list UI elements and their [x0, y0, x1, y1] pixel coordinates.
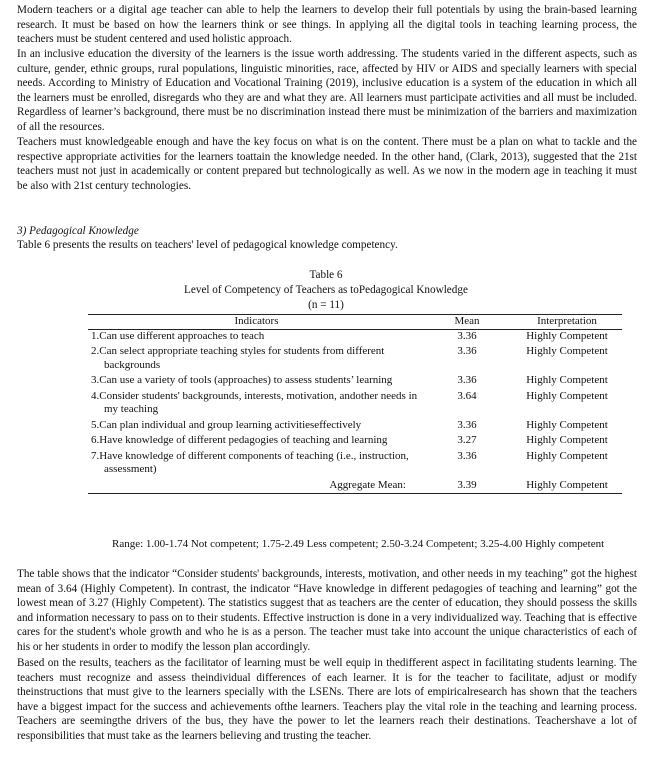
indicator-cell: 2.Can select appropriate teaching styles for students from different backgrounds	[91, 345, 385, 371]
interpretation-cell: Highly Competent	[526, 389, 608, 402]
aggregate-label: Aggregate Mean:	[88, 479, 422, 494]
table-row	[88, 450, 622, 479]
table-row	[88, 345, 622, 374]
section-heading: 3) Pedagogical Knowledge	[17, 225, 139, 237]
header-interpretation: Interpretation	[512, 315, 622, 330]
indicator-cell: 4.Consider students' backgrounds, interests, motivation, andother needs in my teaching	[91, 389, 418, 415]
interpretation-cell: Highly Competent	[526, 434, 608, 446]
mean-cell: 3.36	[457, 345, 477, 357]
paragraph-teacher-knowledge: Teachers must knowledgeable enough and have the key focus on what is on the content. There must be a plan on what to tackle and the respective appropriate activities for the learners toattain the knowledge needed. In the other hand, (Clark, 2013), suggested that the 21st teachers must not just in academically or content prepared but technologically as well. As we now in the modern age in teaching it must be also with 21st century technologies.	[17, 136, 637, 192]
indicator-cell: 1.Can use different approaches to teach	[91, 329, 265, 342]
competency-table	[88, 314, 622, 494]
header-indicators: Indicators	[88, 315, 422, 330]
indicator-cell: 3.Can use a variety of tools (approaches) to assess students’ learning	[91, 374, 393, 386]
section-intro: Table 6 presents the results on teachers' level of pedagogical knowledge competency.	[17, 239, 398, 251]
mean-cell: 3.36	[457, 374, 477, 386]
table-row	[88, 419, 622, 435]
table-row	[88, 374, 622, 390]
paragraph-results-discussion: Based on the results, teachers as the facilitator of learning must be well equip in thedifferent aspect in facilitating students learning. The teachers must recognize and assess theindividual differences of each learner. It is for the teacher to facilitate, adjust or modify theinstructions that must give to the learners specially with the LSENs. There are lots of empiricalresearch has shown that the teachers have a biggest impact for the success and achievements ofthe learners. Teachers play the vital role in the teaching and learning process. Teachers are seemingthe drivers of the bus, they have the power to let the learners reach their destinations. Teachershave a lot of responsibilities that must take as the learners believing and trusting the teacher.	[17, 657, 637, 742]
indicator-cell: 6.Have knowledge of different pedagogies of teaching and learning	[91, 434, 388, 446]
interpretation-cell: Highly Competent	[526, 418, 608, 431]
interpretation-cell: Highly Competent	[526, 345, 608, 357]
interpretation-cell: Highly Competent	[526, 449, 608, 462]
aggregate-mean: 3.39	[422, 479, 512, 494]
range-note: Range: 1.00-1.74 Not competent; 1.75-2.49 Less competent; 2.50-3.24 Competent; 3.25-4.00 Highly competent	[112, 538, 605, 550]
table-number: Table 6	[309, 269, 343, 281]
mean-cell: 3.27	[457, 434, 477, 446]
paragraph-digital-age-teacher: Modern teachers or a digital age teacher can able to help the learners to develop their full potentials by using the brain-based learning research. It must be based on how the learners think or see things. In applying all the digital tools in teaching learning process, the teachers must be student centered and used holistic approach.	[17, 4, 637, 46]
table-row	[88, 329, 622, 345]
interpretation-cell: Highly Competent	[526, 374, 608, 386]
header-mean: Mean	[422, 315, 512, 330]
paragraph-inclusive-education: In an inclusive education the diversity of the learners is the issue worth addressing. The students varied in the different aspects, such as culture, gender, ethnic groups, rural populations, linguistic minorities, race, affected by HIV or AIDS and specially learners with special needs. According to Ministry of Education and Vocational Training (2019), inclusive education is a system of the education in which all the learners must be enrolled, disregards who they are and what they are. All learners must participate activities and all must be included. Regardless of learner’s background, there must be no discrimination instead there must be minimization of the barriers and maximization of all the resources.	[17, 48, 637, 133]
mean-cell: 3.64	[457, 389, 477, 402]
aggregate-row	[88, 479, 622, 494]
mean-cell: 3.36	[457, 449, 477, 462]
table-title: Level of Competency of Teachers as toPedagogical Knowledge	[184, 284, 468, 296]
indicator-cell: 7.Have knowledge of different components of teaching (i.e., instruction, assessment)	[91, 449, 409, 475]
interpretation-cell: Highly Competent	[526, 329, 608, 342]
indicator-cell: 5.Can plan individual and group learning activitieseffectively	[91, 418, 362, 431]
mean-cell: 3.36	[457, 418, 477, 431]
table-n: (n = 11)	[308, 299, 344, 311]
table-row	[88, 434, 622, 450]
table-header-row	[88, 315, 622, 330]
mean-cell: 3.36	[457, 329, 477, 342]
aggregate-interpretation: Highly Competent	[512, 479, 622, 494]
paragraph-table-discussion: The table shows that the indicator “Consider students' backgrounds, interests, motivation, and other needs in my teaching” got the highest mean of 3.64 (Highly Competent). In contrast, the indicator “Have knowledge in different pedagogies of teaching and learning” got the lowest mean of 3.27 (Highly Competent). The statistics suggest that as teachers are the center of education, they should possess the skills and information necessary to pass on to their students. Effective instruction is done in a very individualized way. Teaching that is effective cares for the student's whole growth and who he is as a person. The teacher must take into account the unique characteristics of each of his or her students in order to modify the lesson plan accordingly.	[17, 568, 637, 653]
table-row	[88, 390, 622, 419]
